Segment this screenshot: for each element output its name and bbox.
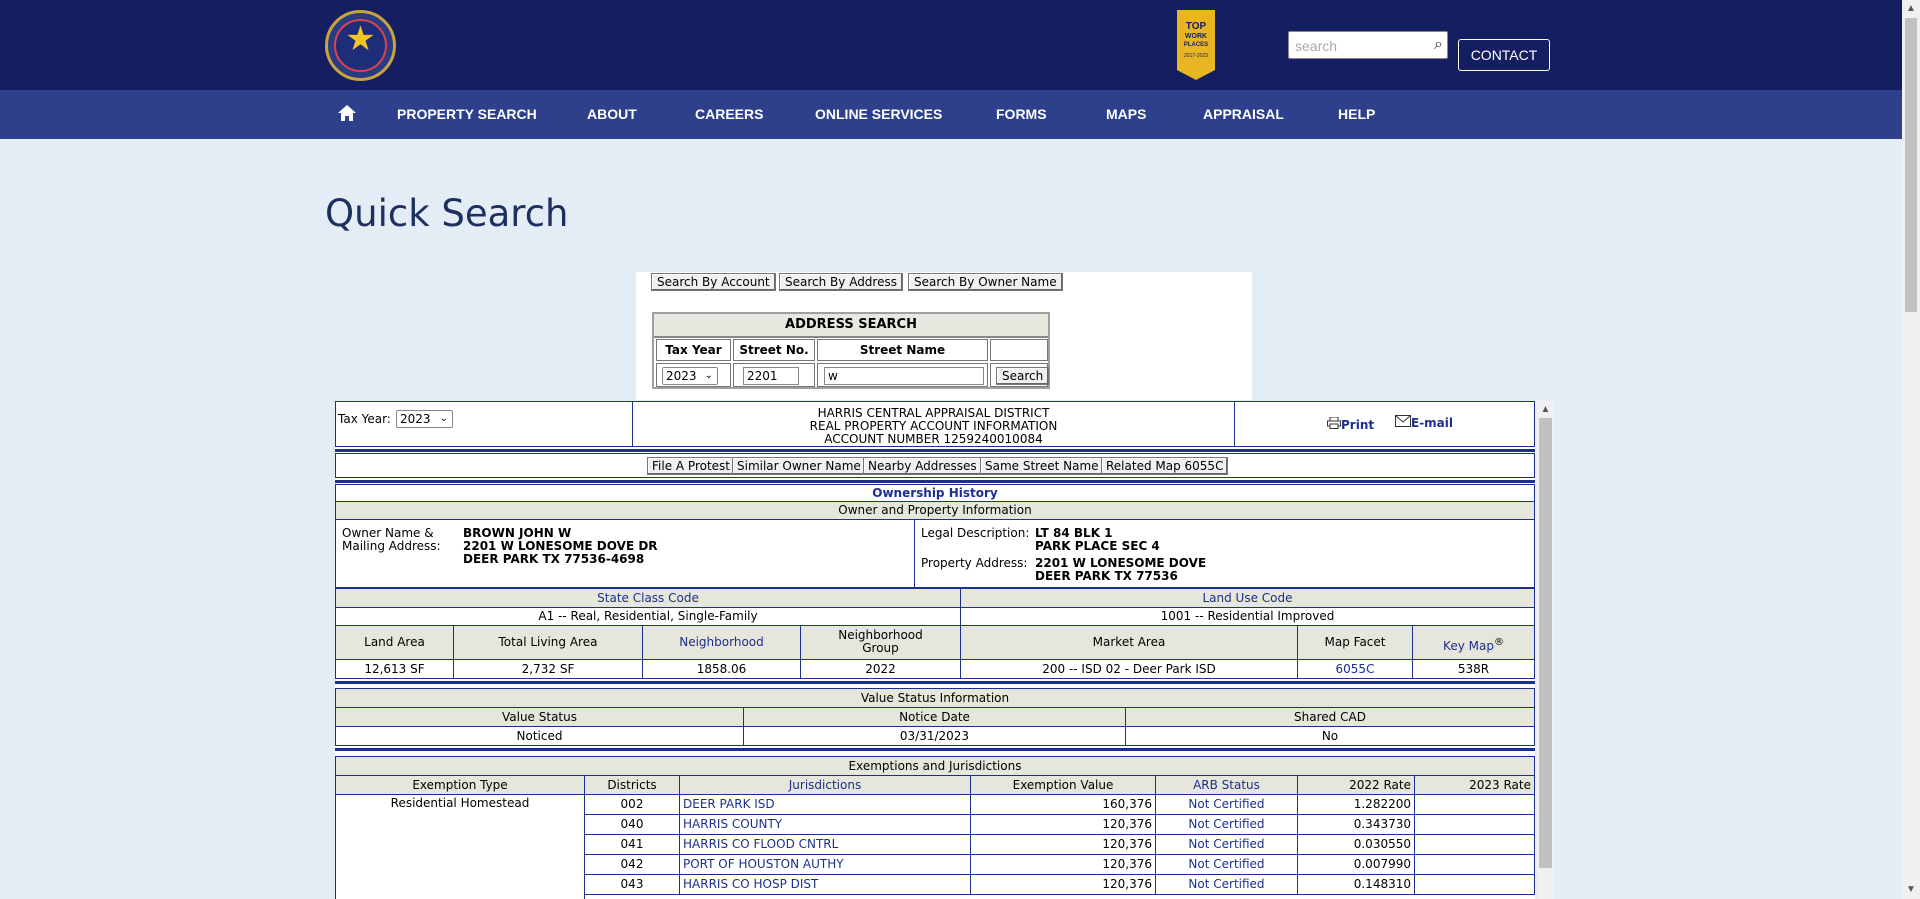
chevron-down-icon: ⌄ [439, 413, 448, 424]
account-number: ACCOUNT NUMBER 1259240010084 [824, 432, 1043, 446]
owner-label-2: Mailing Address: [342, 539, 441, 553]
main-nav [0, 90, 1902, 139]
print-label: Print [1341, 418, 1375, 432]
arb-status-link[interactable]: ARB Status [1193, 778, 1260, 792]
file-protest-button[interactable]: File A Protest [647, 457, 735, 475]
exemption-jurisdiction-cell [679, 874, 971, 895]
exemption-jurisdiction-cell [679, 814, 971, 835]
owner-address-line1: 2201 W LONESOME DOVE DR [463, 539, 658, 553]
owner-box [335, 519, 915, 588]
site-search [1288, 31, 1448, 59]
col-tax-year: Tax Year [656, 339, 731, 361]
property-address-line1: 2201 W LONESOME DOVE [1035, 556, 1207, 570]
land-area-header: Land Area [335, 625, 454, 660]
key-map-link[interactable]: Key Map [1443, 639, 1494, 653]
exemption-value: 120,376 [1102, 877, 1152, 891]
exemption-value-header: Exemption Value [970, 775, 1156, 795]
key-map-header [1412, 625, 1535, 660]
living-area-value: 2,732 SF [453, 659, 643, 679]
exemption-rate-2022-cell [1297, 834, 1415, 855]
exemption-value-cell [970, 874, 1156, 895]
owner-name: BROWN JOHN W [463, 526, 572, 540]
home-icon[interactable] [337, 103, 357, 123]
land-use-link[interactable]: Land Use Code [1202, 591, 1293, 605]
search-by-address-button[interactable]: Search By Address [779, 273, 903, 291]
results-scrollbar[interactable] [1537, 401, 1554, 899]
related-map-button[interactable]: Related Map 6055C [1101, 457, 1228, 475]
separator [335, 748, 1535, 751]
printer-icon [1327, 417, 1341, 429]
exemption-value-cell [970, 794, 1156, 815]
exemption-jurisdiction-cell [679, 834, 971, 855]
result-tax-year-value: 2023 [400, 412, 431, 426]
col-blank [990, 339, 1048, 361]
search-by-account-button[interactable]: Search By Account [651, 273, 776, 291]
exemption-district: 040 [620, 817, 644, 831]
exemption-rate-2022: 0.030550 [1353, 837, 1411, 851]
exemption-arb-cell [1155, 874, 1298, 895]
market-area-header: Market Area [960, 625, 1298, 660]
exemption-jurisdiction[interactable]: DEER PARK ISD [683, 797, 775, 811]
neighborhood-header [642, 625, 801, 660]
nav-careers[interactable]: CAREERS [695, 106, 764, 122]
exemption-jurisdiction[interactable]: HARRIS CO HOSP DIST [683, 877, 819, 891]
print-link[interactable] [1327, 417, 1374, 432]
nbhd-group-label-2: Group [862, 641, 899, 655]
exemption-rate-2023-cell [1414, 814, 1535, 835]
exemption-value: 120,376 [1102, 857, 1152, 871]
col-street-name: Street Name [817, 339, 988, 361]
exemption-value-cell [970, 814, 1156, 835]
land-use-header [960, 588, 1535, 608]
chevron-down-icon: ⌄ [704, 370, 713, 381]
exemption-district: 043 [620, 877, 644, 891]
value-status-value: Noticed [335, 726, 744, 746]
exemption-district: 002 [620, 797, 644, 811]
account-heading [632, 401, 1235, 447]
exemption-rate-2022-cell [1297, 794, 1415, 815]
value-status-header: Value Status [335, 707, 744, 727]
owner-section-title: Owner and Property Information [335, 501, 1535, 520]
exemption-rate-2023-cell [1414, 834, 1535, 855]
legal-line1: LT 84 BLK 1 [1035, 526, 1113, 540]
scroll-up-icon[interactable]: ▲ [1540, 404, 1551, 415]
col-street-no: Street No. [733, 339, 815, 361]
exemption-type-value: Residential Homestead [390, 796, 530, 810]
exemption-jurisdiction[interactable]: HARRIS COUNTY [683, 817, 783, 831]
result-tax-year-select[interactable] [396, 410, 453, 428]
exemption-value: 120,376 [1102, 817, 1152, 831]
exemption-arb-cell [1155, 814, 1298, 835]
ownership-history-bar [335, 484, 1535, 502]
shared-cad-header: Shared CAD [1125, 707, 1535, 727]
exemption-jurisdiction-cell [679, 854, 971, 875]
neighborhood-link[interactable]: Neighborhood [679, 635, 764, 649]
living-area-header: Total Living Area [453, 625, 643, 660]
page-scrollbar[interactable] [1902, 0, 1920, 899]
exemption-rate-2022: 1.282200 [1353, 797, 1411, 811]
exemption-type-cell [335, 794, 585, 899]
exemption-arb[interactable]: Not Certified [1188, 817, 1265, 831]
nav-property-search[interactable]: PROPERTY SEARCH [397, 106, 537, 122]
exemption-value: 160,376 [1102, 797, 1152, 811]
legal-line2: PARK PLACE SEC 4 [1035, 539, 1160, 553]
award-work: WORK [1184, 33, 1208, 40]
exemption-rate-2023-cell [1414, 874, 1535, 895]
exemption-type-header: Exemption Type [335, 775, 585, 795]
land-use-value: 1001 -- Residential Improved [960, 607, 1535, 626]
map-facet-header: Map Facet [1297, 625, 1413, 660]
star-icon: ★ [345, 19, 376, 59]
notice-date-value: 03/31/2023 [743, 726, 1126, 746]
email-label: E-mail [1411, 416, 1454, 430]
exemption-district: 042 [620, 857, 644, 871]
exemption-value: 120,376 [1102, 837, 1152, 851]
nav-online-services[interactable]: ONLINE SERVICES [815, 106, 943, 122]
tax-year-select-value: 2023 [666, 369, 697, 383]
page-title: Quick Search [325, 192, 569, 235]
street-name-input[interactable]: w [824, 367, 984, 385]
arb-status-header [1155, 775, 1298, 795]
rate-2023-header: 2023 Rate [1414, 775, 1535, 795]
separator [335, 480, 1535, 483]
exemption-rate-2022: 0.343730 [1353, 817, 1411, 831]
search-icon[interactable]: ⌕ [1434, 34, 1443, 53]
print-email-box [1234, 401, 1535, 447]
exemption-arb-cell [1155, 834, 1298, 855]
map-facet-cell [1297, 659, 1413, 679]
account-info-title: REAL PROPERTY ACCOUNT INFORMATION [809, 419, 1058, 433]
value-status-title: Value Status Information [335, 688, 1535, 708]
nav-maps[interactable]: MAPS [1106, 106, 1147, 122]
exemption-jurisdiction[interactable]: PORT OF HOUSTON AUTHY [683, 857, 844, 871]
exemption-rate-2022: 0.148310 [1353, 877, 1411, 891]
email-link[interactable] [1395, 415, 1453, 430]
award-places: PLACES [1183, 42, 1209, 48]
page-scroll-thumb[interactable] [1905, 18, 1917, 312]
nbhd-group-value: 2022 [800, 659, 961, 679]
exemption-value-cell [970, 834, 1156, 855]
site-search-input[interactable] [1293, 35, 1425, 57]
land-area-value: 12,613 SF [335, 659, 454, 679]
contact-button[interactable]: CONTACT [1458, 39, 1550, 71]
exemption-jurisdiction[interactable]: HARRIS CO FLOOD CNTRL [683, 837, 839, 851]
separator [335, 681, 1535, 684]
results-scroll-thumb[interactable] [1539, 418, 1552, 868]
nav-forms[interactable]: FORMS [996, 106, 1047, 122]
exemption-rate-2022-cell [1297, 874, 1415, 895]
tax-year-select[interactable] [662, 367, 718, 385]
same-street-button[interactable]: Same Street Name [980, 457, 1104, 475]
exemption-district-cell [584, 794, 680, 815]
award-top: TOP [1185, 21, 1207, 32]
nbhd-group-label-1: Neighborhood [838, 628, 923, 642]
exemption-district-cell [584, 834, 680, 855]
address-search-form [652, 312, 1050, 389]
state-class-link[interactable]: State Class Code [597, 591, 699, 605]
owner-label-1: Owner Name & [342, 526, 434, 540]
address-search-title: ADDRESS SEARCH [654, 314, 1048, 338]
market-area-value: 200 -- ISD 02 - Deer Park ISD [960, 659, 1298, 679]
exemption-arb[interactable]: Not Certified [1188, 797, 1265, 811]
separator [335, 449, 1535, 452]
rate-2022-header: 2022 Rate [1297, 775, 1415, 795]
top-workplaces-award-icon[interactable] [1177, 10, 1215, 80]
street-no-input[interactable]: 2201 [743, 367, 799, 385]
nav-help[interactable]: HELP [1338, 106, 1376, 122]
exemption-district-cell [584, 854, 680, 875]
map-facet-link[interactable]: 6055C [1335, 662, 1375, 676]
exemption-arb-cell [1155, 854, 1298, 875]
shared-cad-value: No [1125, 726, 1535, 746]
address-search-button[interactable]: Search [996, 367, 1049, 385]
scroll-up-icon[interactable]: ▲ [1906, 3, 1916, 14]
scroll-down-icon[interactable]: ▼ [1906, 884, 1916, 895]
property-address-line2: DEER PARK TX 77536 [1035, 569, 1178, 583]
state-class-header [335, 588, 961, 608]
exemption-arb[interactable]: Not Certified [1188, 837, 1265, 851]
nav-appraisal[interactable]: APPRAISAL [1203, 106, 1284, 122]
state-class-value: A1 -- Real, Residential, Single-Family [335, 607, 961, 626]
exemption-arb-cell [1155, 794, 1298, 815]
district-name: HARRIS CENTRAL APPRAISAL DISTRICT [817, 406, 1050, 420]
top-header [0, 0, 1902, 90]
exemption-district: 041 [620, 837, 644, 851]
exemption-rate-2022-cell [1297, 854, 1415, 875]
property-address-label: Property Address: [921, 556, 1028, 570]
exemptions-title: Exemptions and Jurisdictions [335, 756, 1535, 776]
nearby-addresses-button[interactable]: Nearby Addresses [863, 457, 982, 475]
jurisdictions-header [679, 775, 971, 795]
ownership-history-link[interactable]: Ownership History [872, 486, 998, 500]
jurisdictions-link[interactable]: Jurisdictions [788, 778, 862, 792]
account-results-frame [335, 401, 1535, 899]
exemption-rate-2022-cell [1297, 814, 1415, 835]
exemption-rate-2023-cell [1414, 794, 1535, 815]
nbhd-group-header [800, 625, 961, 660]
hcad-seal-logo[interactable] [325, 10, 396, 81]
similar-owner-button[interactable]: Similar Owner Name [732, 457, 866, 475]
registered-mark: ® [1493, 637, 1504, 648]
exemption-district-cell [584, 814, 680, 835]
exemption-value-cell [970, 854, 1156, 875]
nav-about[interactable]: ABOUT [587, 106, 637, 122]
envelope-icon [1395, 415, 1411, 427]
exemption-jurisdiction-cell [679, 794, 971, 815]
legal-description-label: Legal Description: [921, 526, 1030, 540]
exemption-arb[interactable]: Not Certified [1188, 877, 1265, 891]
exemption-rate-2022: 0.007990 [1353, 857, 1411, 871]
search-by-owner-button[interactable]: Search By Owner Name [908, 273, 1063, 291]
key-map-value: 538R [1412, 659, 1535, 679]
districts-header: Districts [584, 775, 680, 795]
owner-address-line2: DEER PARK TX 77536-4698 [463, 552, 645, 566]
exemption-arb[interactable]: Not Certified [1188, 857, 1265, 871]
tax-year-box [335, 401, 633, 447]
property-box [914, 519, 1535, 588]
neighborhood-value: 1858.06 [642, 659, 801, 679]
exemption-rate-2023-cell [1414, 854, 1535, 875]
award-years: 2017-2023 [1184, 53, 1208, 59]
exemption-district-cell [584, 874, 680, 895]
notice-date-header: Notice Date [743, 707, 1126, 727]
result-tax-year-label: Tax Year: [338, 412, 391, 426]
